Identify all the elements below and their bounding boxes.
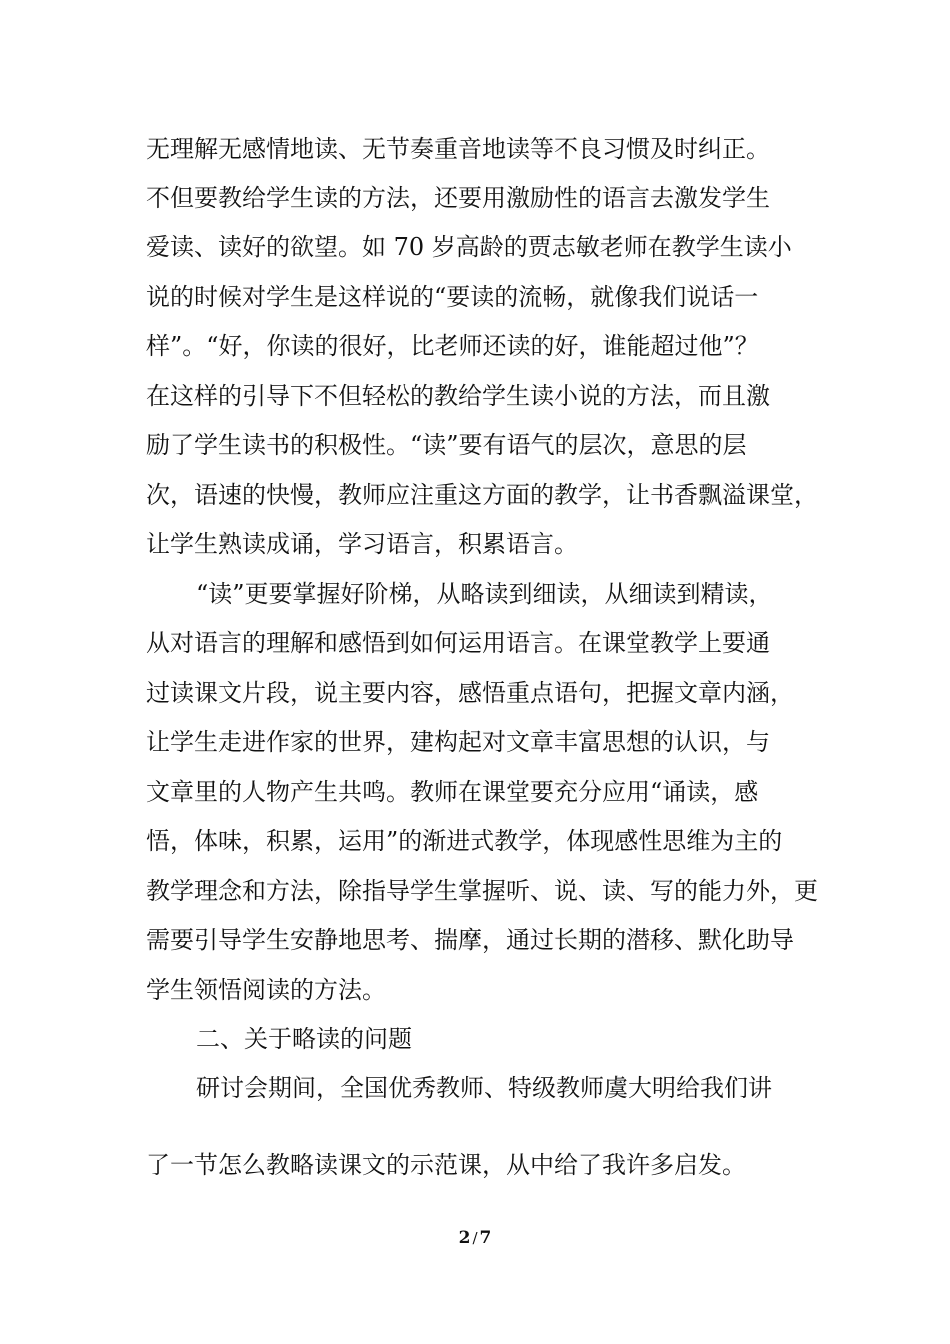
text-line: 了一节怎么教略读课文的示范课，从中给了我许多启发。 xyxy=(146,1151,746,1179)
text-line: “读”更要掌握好阶梯，从略读到细读，从细读到精读， xyxy=(196,580,773,608)
text-line: 文章里的人物产生共鸣。教师在课堂要充分应用“诵读，感 xyxy=(146,778,759,806)
text-line: 悟，体味，积累，运用”的渐进式教学，体现感性思维为主的 xyxy=(146,827,783,855)
text-line: 学生领悟阅读的方法。 xyxy=(146,976,386,1004)
page-separator: / xyxy=(472,1229,478,1247)
text-line: 励了学生读书的积极性。“读”要有语气的层次，意思的层 xyxy=(146,431,747,459)
text-line: 需要引导学生安静地思考、揣摩，通过长期的潜移、默化助导 xyxy=(146,926,794,954)
text-line: 不但要教给学生读的方法，还要用激励性的语言去激发学生 xyxy=(146,184,770,212)
text-line: 说的时候对学生是这样说的“要读的流畅，就像我们说话一 xyxy=(146,283,759,311)
text-line: 研讨会期间，全国优秀教师、特级教师虞大明给我们讲 xyxy=(196,1074,772,1102)
text-line: 无理解无感情地读、无节奏重音地读等不良习惯及时纠正。 xyxy=(146,135,770,163)
page-number xyxy=(0,1228,950,1248)
text-line: 让学生熟读成诵，学习语言，积累语言。 xyxy=(146,530,578,558)
text-line: 次，语速的快慢，教师应注重这方面的教学，让书香飘溢课堂， xyxy=(146,481,818,509)
text-line: 过读课文片段，说主要内容，感悟重点语句，把握文章内涵， xyxy=(146,679,794,707)
text-line: 教学理念和方法，除指导学生掌握听、说、读、写的能力外，更 xyxy=(146,877,818,905)
text-line: 在这样的引导下不但轻松的教给学生读小说的方法，而且激 xyxy=(146,382,770,410)
text-line: 样”。“好，你读的很好，比老师还读的好，谁能超过他”？ xyxy=(146,332,759,360)
page-total: 7 xyxy=(479,1228,492,1248)
page-current: 2 xyxy=(458,1228,471,1248)
text-line: 从对语言的理解和感悟到如何运用语言。在课堂教学上要通 xyxy=(146,629,770,657)
text-line: 让学生走进作家的世界，建构起对文章丰富思想的认识，与 xyxy=(146,728,770,756)
section-heading: 二、关于略读的问题 xyxy=(196,1025,412,1053)
text-line: 爱读、读好的欲望。如 70 岁高龄的贾志敏老师在教学生读小 xyxy=(146,233,792,261)
